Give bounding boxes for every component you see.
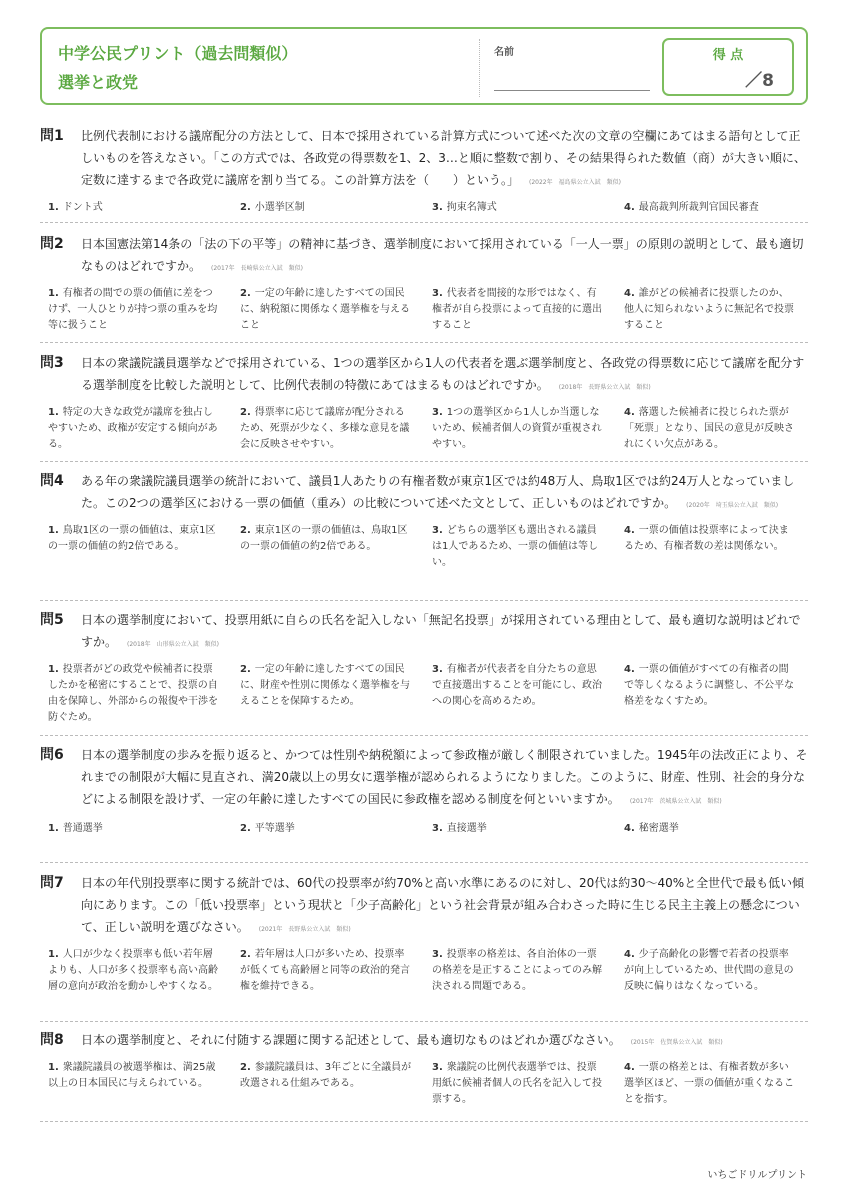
option-4[interactable]	[616, 1060, 808, 1108]
question-6	[40, 744, 808, 837]
option-text: 落選した候補者に投じられた票が「死票」となり、国民の意見が反映されにくい欠点がある。	[624, 407, 794, 450]
question-number: 問5	[40, 612, 64, 628]
option-number: 1.	[48, 823, 59, 834]
option-1[interactable]	[40, 662, 232, 726]
option-number: 3.	[432, 664, 443, 675]
option-text: 有権者が代表者を自分たちの意思で直接選出することを可能にし、政治への関心を高めるため。	[432, 664, 602, 707]
question-source: (2020年 埼玉県公立入試 類似)	[686, 502, 779, 509]
option-4[interactable]	[616, 662, 808, 726]
answer-options	[40, 947, 808, 995]
option-1[interactable]	[40, 523, 232, 571]
option-text: 投票者がどの政党や候補者に投票したかを秘密にすることで、投票の自由を保障し、外部からの報復や干渉を防ぐため。	[48, 664, 218, 723]
answer-options	[40, 523, 808, 571]
option-text: 東京1区の一票の価値は、鳥取1区の一票の価値の約2倍である。	[240, 525, 408, 552]
option-number: 4.	[624, 525, 635, 536]
option-2[interactable]	[232, 1060, 424, 1108]
answer-options	[40, 286, 808, 334]
option-number: 2.	[240, 202, 251, 213]
header-divider	[479, 39, 480, 97]
score-label: 得 点	[712, 48, 744, 63]
option-2[interactable]	[232, 947, 424, 995]
option-4[interactable]	[616, 821, 808, 837]
option-number: 2.	[240, 407, 251, 418]
option-number: 2.	[240, 1062, 251, 1073]
question-number: 問2	[40, 236, 64, 252]
question-source: (2018年 山形県公立入試 類似)	[127, 641, 219, 648]
question-body: 日本の選挙制度において、投票用紙に自らの氏名を記入しない「無記名投票」が採用されている理由として、最も適切な説明はどれですか。	[81, 613, 801, 649]
option-text: どちらの選挙区も選出される議員は1人であるため、一票の価値は等しい。	[432, 525, 598, 568]
option-number: 2.	[240, 949, 251, 960]
question-source: (2021年 長野県公立入試 類似)	[258, 926, 351, 933]
question-body: 日本国憲法第14条の「法の下の平等」の精神に基づき、選挙制度において採用されている「一人一票」の原則の説明として、最も適切なものはどれですか。	[81, 237, 804, 273]
option-2[interactable]	[232, 821, 424, 837]
option-2[interactable]	[232, 662, 424, 726]
question-number: 問4	[40, 473, 64, 489]
option-4[interactable]	[616, 286, 808, 334]
name-label: 名前	[494, 47, 514, 58]
question-text	[81, 1029, 808, 1054]
option-text: 若年層は人口が多いため、投票率が低くても高齢層と同等の政治的発言権を維持できる。	[240, 949, 410, 992]
question-text	[81, 744, 808, 813]
option-4[interactable]	[616, 947, 808, 995]
question-divider	[40, 1121, 808, 1122]
option-number: 1.	[48, 288, 59, 299]
question-body: 比例代表制における議席配分の方法として、日本で採用されている計算方式について述べた次の文章の空欄にあてはまる語句として正しいものを答えなさい。「この方式では、各政党の得票数を1、2、3…と順に整数で割り、その結果得られた数値（商）が大きい順に、定数に達するまで各政党に議席を割り当てる。この計算方法を（ ）という。」	[81, 129, 806, 187]
worksheet-title: 中学公民プリント（過去問類似）	[58, 44, 298, 63]
option-1[interactable]	[40, 200, 232, 216]
option-2[interactable]	[232, 286, 424, 334]
option-text: 1つの選挙区から1人しか当選しないため、候補者個人の資質が重視されやすい。	[432, 407, 602, 450]
option-4[interactable]	[616, 523, 808, 571]
question-divider	[40, 1021, 808, 1022]
option-3[interactable]	[424, 947, 616, 995]
option-text: 一定の年齢に達したすべての国民に、財産や性別に関係なく選挙権を与えることを保障するため。	[240, 664, 410, 707]
option-text: 直接選挙	[446, 823, 487, 834]
option-3[interactable]	[424, 662, 616, 726]
option-number: 3.	[432, 202, 443, 213]
option-number: 4.	[624, 823, 635, 834]
option-text: 得票率に応じて議席が配分されるため、死票が少なく、多様な意見を議会に反映させやすい。	[240, 407, 410, 450]
option-number: 3.	[432, 823, 443, 834]
question-source: (2015年 佐賀県公立入試 類似)	[630, 1039, 723, 1046]
option-2[interactable]	[232, 405, 424, 453]
option-4[interactable]	[616, 405, 808, 453]
score-box	[662, 38, 794, 96]
option-3[interactable]	[424, 286, 616, 334]
question-text	[81, 470, 808, 517]
question-4	[40, 470, 808, 571]
option-number: 2.	[240, 525, 251, 536]
question-divider	[40, 461, 808, 462]
option-text: 一票の格差とは、有権者数が多い選挙区ほど、一票の価値が重くなることを指す。	[624, 1062, 794, 1105]
question-body: 日本の選挙制度と、それに付随する課題に関する記述として、最も適切なものはどれか選びなさい。	[81, 1033, 621, 1047]
question-7	[40, 872, 808, 995]
option-text: 代表者を間接的な形ではなく、有権者が自ら投票によって直接的に選出すること	[432, 288, 602, 331]
option-text: 秘密選挙	[638, 823, 679, 834]
option-text: 鳥取1区の一票の価値は、東京1区の一票の価値の約2倍である。	[48, 525, 216, 552]
option-text: 一定の年齢に達したすべての国民に、納税額に関係なく選挙権を与えること	[240, 288, 410, 331]
option-number: 1.	[48, 407, 59, 418]
question-divider	[40, 862, 808, 863]
option-number: 1.	[48, 664, 59, 675]
option-number: 1.	[48, 1062, 59, 1073]
option-text: 誰がどの候補者に投票したのか、他人に知られないように無記名で投票すること	[624, 288, 794, 331]
option-4[interactable]	[616, 200, 808, 216]
question-source: (2017年 長崎県公立入試 類似)	[211, 265, 303, 272]
question-number: 問8	[40, 1032, 64, 1048]
option-text: 少子高齢化の影響で若者の投票率が向上しているため、世代間の意見の反映に偏りはなくなっている。	[624, 949, 794, 992]
option-text: 特定の大きな政党が議席を独占しやすいため、政権が安定する傾向がある。	[48, 407, 218, 450]
question-body: 日本の年代別投票率に関する統計では、60代の投票率が約70%と高い水準にあるのに対し、20代は約30〜40%と全世代で最も低い傾向にあります。この「低い投票率」という現状と「少子高齢化」という社会背景が組み合わさった時に生じる民主主義上の懸念について、正しい説明を選びなさい。	[81, 876, 805, 934]
option-1[interactable]	[40, 405, 232, 453]
option-1[interactable]	[40, 821, 232, 837]
question-source: (2018年 長野県公立入試 類似)	[558, 384, 651, 391]
score-value: ／8	[745, 71, 774, 91]
option-number: 1.	[48, 202, 59, 213]
option-number: 4.	[624, 288, 635, 299]
question-body: 日本の選挙制度の歩みを振り返ると、かつては性別や納税額によって参政権が厳しく制限されていました。1945年の法改正により、それまでの制限が大幅に見直され、満20歳以上の男女に選挙権が認められるようになりました。このように、財産、性別、社会的身分などによる制限を設けず、一定の年齢に達したすべての国民に参政権を認める制度を何といいますか。	[81, 748, 808, 806]
question-number: 問6	[40, 747, 64, 763]
option-text: 一票の価値がすべての有権者の間で等しくなるように調整し、不公平な格差をなくすため。	[624, 664, 794, 707]
option-number: 1.	[48, 949, 59, 960]
question-text	[81, 609, 808, 656]
option-3[interactable]	[424, 200, 616, 216]
option-3[interactable]	[424, 1060, 616, 1108]
option-number: 3.	[432, 1062, 443, 1073]
footer-brand: いちごドリルプリント	[707, 1170, 807, 1181]
option-2[interactable]	[232, 200, 424, 216]
option-number: 2.	[240, 664, 251, 675]
answer-options	[40, 200, 808, 216]
question-source: (2017年 茨城県公立入試 類似)	[629, 798, 722, 805]
question-text	[81, 352, 808, 399]
option-text: 一票の価値は投票率によって決まるため、有権者数の差は関係ない。	[624, 525, 789, 552]
option-3[interactable]	[424, 523, 616, 571]
option-text: 小選挙区制	[254, 202, 305, 213]
option-number: 3.	[432, 407, 443, 418]
question-number: 問3	[40, 355, 64, 371]
question-divider	[40, 600, 808, 601]
option-number: 4.	[624, 949, 635, 960]
option-text: 衆議院議員の被選挙権は、満25歳以上の日本国民に与えられている。	[48, 1062, 216, 1089]
question-source: (2022年 福島県公立入試 類似)	[529, 179, 621, 186]
question-2	[40, 233, 808, 334]
question-text	[81, 125, 808, 194]
question-divider	[40, 735, 808, 736]
question-body: ある年の衆議院議員選挙の統計において、議員1人あたりの有権者数が東京1区では約48万人、鳥取1区では約24万人となっていました。この2つの選挙区における一票の価値（重み）の比較について述べた文として、正しいものはどれですか。	[81, 474, 795, 510]
question-3	[40, 352, 808, 453]
option-number: 3.	[432, 525, 443, 536]
option-text: 投票率の格差は、各自治体の一票の格差を是正することによってのみ解決される問題である。	[432, 949, 602, 992]
question-divider	[40, 222, 808, 223]
option-number: 4.	[624, 664, 635, 675]
option-number: 2.	[240, 823, 251, 834]
option-1[interactable]	[40, 947, 232, 995]
option-number: 4.	[624, 407, 635, 418]
worksheet-subtitle: 選挙と政党	[58, 73, 139, 92]
option-number: 3.	[432, 949, 443, 960]
option-text: 有権者の間での票の価値に差をつけず、一人ひとりが持つ票の重みを均等に扱うこと	[48, 288, 218, 331]
question-body: 日本の衆議院議員選挙などで採用されている、1つの選挙区から1人の代表者を選ぶ選挙制度と、各政党の得票数に応じて議席を配分する選挙制度を比較した説明として、比例代表制の特徴にあてはまるものはどれですか。	[81, 356, 805, 392]
answer-options	[40, 662, 808, 726]
name-field[interactable]	[494, 90, 650, 91]
question-1	[40, 125, 808, 216]
option-text: 平等選挙	[254, 823, 295, 834]
option-number: 4.	[624, 202, 635, 213]
question-text	[81, 872, 808, 941]
option-text: 普通選挙	[62, 823, 103, 834]
option-text: 人口が少なく投票率も低い若年層よりも、人口が多く投票率も高い高齢層の意向が政治を動かしやすくなる。	[48, 949, 218, 992]
option-number: 3.	[432, 288, 443, 299]
option-number: 2.	[240, 288, 251, 299]
option-3[interactable]	[424, 405, 616, 453]
question-5	[40, 609, 808, 726]
answer-options	[40, 405, 808, 453]
answer-options	[40, 821, 808, 837]
option-text: 参議院議員は、3年ごとに全議員が改選される仕組みである。	[240, 1062, 412, 1089]
option-text: 最高裁判所裁判官国民審査	[638, 202, 759, 213]
question-8	[40, 1029, 808, 1108]
worksheet-header	[40, 27, 808, 105]
option-2[interactable]	[232, 523, 424, 571]
question-text	[81, 233, 808, 280]
option-text: ドント式	[62, 202, 103, 213]
question-number: 問7	[40, 875, 64, 891]
question-divider	[40, 342, 808, 343]
option-3[interactable]	[424, 821, 616, 837]
option-number: 4.	[624, 1062, 635, 1073]
question-number: 問1	[40, 128, 64, 144]
option-1[interactable]	[40, 1060, 232, 1108]
option-1[interactable]	[40, 286, 232, 334]
option-text: 拘束名簿式	[446, 202, 497, 213]
option-number: 1.	[48, 525, 59, 536]
option-text: 衆議院の比例代表選挙では、投票用紙に候補者個人の氏名を記入して投票する。	[432, 1062, 602, 1105]
answer-options	[40, 1060, 808, 1108]
